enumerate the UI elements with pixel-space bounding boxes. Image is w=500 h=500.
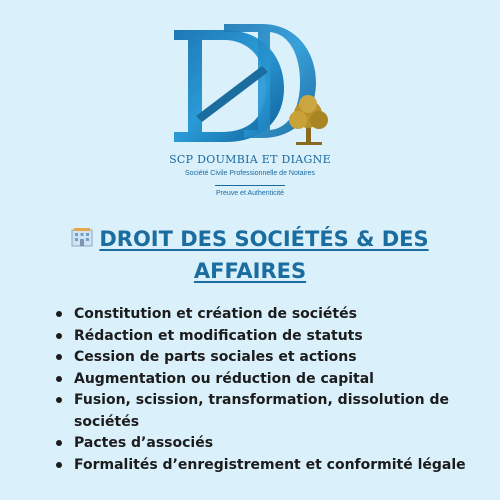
heading-text-2: AFFAIRES [193,259,307,283]
bullet-icon [56,311,62,317]
list-item-text: Rédaction et modification de statuts [74,327,363,344]
list-item [74,369,494,391]
list-item [74,347,494,369]
list-item-text: Constitution et création de sociétés [74,306,357,322]
heading-line-1 [40,223,460,255]
bullet-icon [56,376,62,382]
heading-text-1: DROIT DES SOCIÉTÉS & DES [99,227,429,251]
services-list [54,304,494,476]
tree-icon [289,95,328,145]
list-item-text: Cession de parts sociales et actions [74,349,357,365]
firm-tagline: Preuve et Authenticité [215,190,285,197]
list-item [74,455,494,477]
section-heading [40,223,460,287]
list-item [74,390,494,433]
bullet-icon [56,397,62,403]
bullet-icon [56,462,62,468]
list-item [74,326,494,348]
heading-line-2 [40,255,460,287]
list-item-text: Formalités d’enregistrement et conformité légale [74,456,466,473]
list-item-text: Fusion, scission, transformation, dissolution de sociétés [74,392,450,430]
firm-subtitle: Société Civile Professionnelle de Notaires [185,170,315,177]
list-item [74,304,494,326]
bullet-icon [56,440,62,446]
list-item [74,433,494,455]
list-item-text: Augmentation ou réduction de capital [74,370,374,387]
bank-building-icon [71,227,93,247]
dd-monogram-icon [166,20,334,150]
bullet-icon [56,354,62,360]
firm-name: SCP DOUMBIA ET DIAGNE [169,153,331,166]
firm-divider [215,185,285,186]
bullet-icon [56,333,62,339]
firm-logo [166,20,334,150]
list-item-text: Pactes d’associés [74,435,214,451]
